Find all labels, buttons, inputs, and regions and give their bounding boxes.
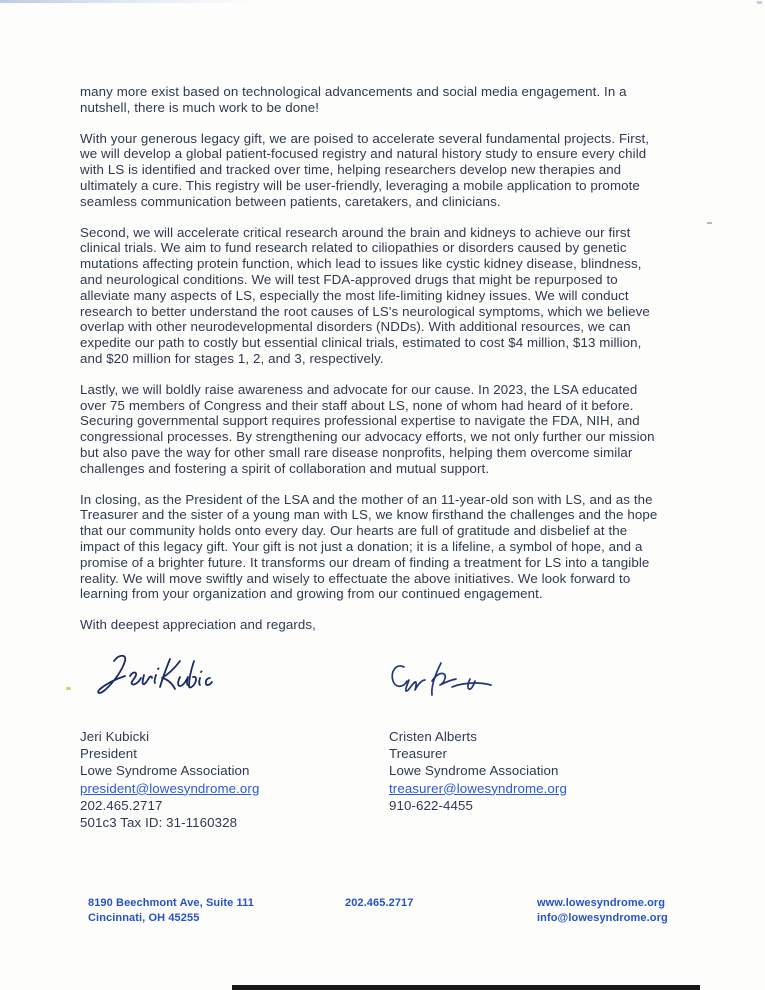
closing-salutation: With deepest appreciation and regards, bbox=[80, 617, 316, 633]
footer-web-contact bbox=[537, 896, 668, 926]
signature-cristen-alberts bbox=[386, 654, 494, 706]
scan-artifact-green-speck bbox=[66, 687, 71, 690]
paragraph-registry: With your generous legacy gift, we are poised to accelerate several fundamental projects. First, we will develop a global patient-focused registry and natural history study to ensure every child with LS is identified and tracked over time, helping researchers develop new therapies and ultimately a cure. This registry will be user-friendly, leveraging a mobile application to promote seamless communication between patients, caretakers, and clinicians. bbox=[80, 130, 650, 209]
signature-jeri-kubicki bbox=[92, 648, 214, 704]
footer-address-line1: 8190 Beechmont Ave, Suite 111 bbox=[88, 897, 254, 909]
footer-address bbox=[88, 896, 254, 926]
signer-tax-id: 501c3 Tax ID: 31-1160328 bbox=[80, 815, 238, 831]
scan-artifact-top-streak bbox=[0, 0, 260, 3]
letter-body bbox=[80, 84, 659, 648]
signer-block-treasurer bbox=[389, 728, 567, 814]
paragraph-advocacy: Lastly, we will boldly raise awareness and advocate for our cause. In 2023, the LSA educated over 75 members of Congress and their staff about LS, none of whom had heard of it before. Securing governmental support requires professional expertise to navigate the FDA, NIH, and congressional processes. By strengthening our advocacy efforts, we not only further our mission but also pave the way for other small rare disease nonprofits, helping them overcome similar challenges and fostering a spirit of collaboration and mutual support. bbox=[80, 381, 655, 476]
paragraph-closing: In closing, as the President of the LSA and the mother of an 11-year-old son with LS, and as the Treasurer and the sister of a young man with LS, we know firsthand the challenges and the hope that our community holds onto every day. Our hearts are full of gratitude and disbelief at the impact of this legacy gift. Your gift is not just a donation; it is a lifeline, a symbol of hope, and a promise of a brighter future. It transforms our dream of finding a treatment for LS into a tangible reality. We will move swiftly and wisely to effectuate the above initiatives. We look forward to learning from your organization and growing from our continued engagement. bbox=[80, 491, 658, 602]
signer-org: Lowe Syndrome Association bbox=[80, 763, 250, 779]
signer-block-president bbox=[80, 728, 259, 831]
footer-phone: 202.465.2717 bbox=[345, 897, 414, 909]
signer-phone: 910-622-4455 bbox=[389, 797, 474, 813]
scan-artifact-corner-mark bbox=[757, 1, 762, 4]
signer-org: Lowe Syndrome Association bbox=[389, 763, 559, 779]
footer-email: info@lowesyndrome.org bbox=[537, 912, 668, 924]
paragraph-research: Second, we will accelerate critical research around the brain and kidneys to achieve our first clinical trials. We aim to fund research related to ciliopathies or disorders caused by genetic mutations affecting protein function, which lead to issues like cystic kidney disease, blindness, and neurological conditions. We will test FDA-approved drugs that might be repurposed to alleviate many aspects of LS, especially the most life-limiting kidney issues. We will conduct research to better understand the root causes of LS's neurological symptoms, which we believe overlap with other neurodevelopmental disorders (NDDs). With additional resources, we can expedite our path to costly but essential clinical trials, estimated to cost $4 million, $13 million, and $20 million for stages 1, 2, and 3, respectively. bbox=[80, 224, 650, 366]
scan-edge-bar bbox=[232, 985, 700, 990]
signer-phone: 202.465.2717 bbox=[80, 797, 163, 813]
signer-name: Jeri Kubicki bbox=[80, 729, 150, 744]
scan-artifact-gray-dash bbox=[707, 222, 712, 224]
treasurer-email-link[interactable]: treasurer@lowesyndrome.org bbox=[389, 780, 567, 796]
footer-address-line2: Cincinnati, OH 45255 bbox=[88, 912, 200, 924]
signer-name: Cristen Alberts bbox=[389, 729, 477, 744]
signer-title: Treasurer bbox=[389, 746, 448, 762]
paragraph-intro: many more exist based on technological advancements and social media engagement. In a nutshell, there is much work to be done! bbox=[80, 84, 627, 115]
signer-title: President bbox=[80, 746, 138, 762]
footer-website: www.lowesyndrome.org bbox=[537, 897, 666, 909]
president-email-link[interactable]: president@lowesyndrome.org bbox=[80, 780, 260, 796]
